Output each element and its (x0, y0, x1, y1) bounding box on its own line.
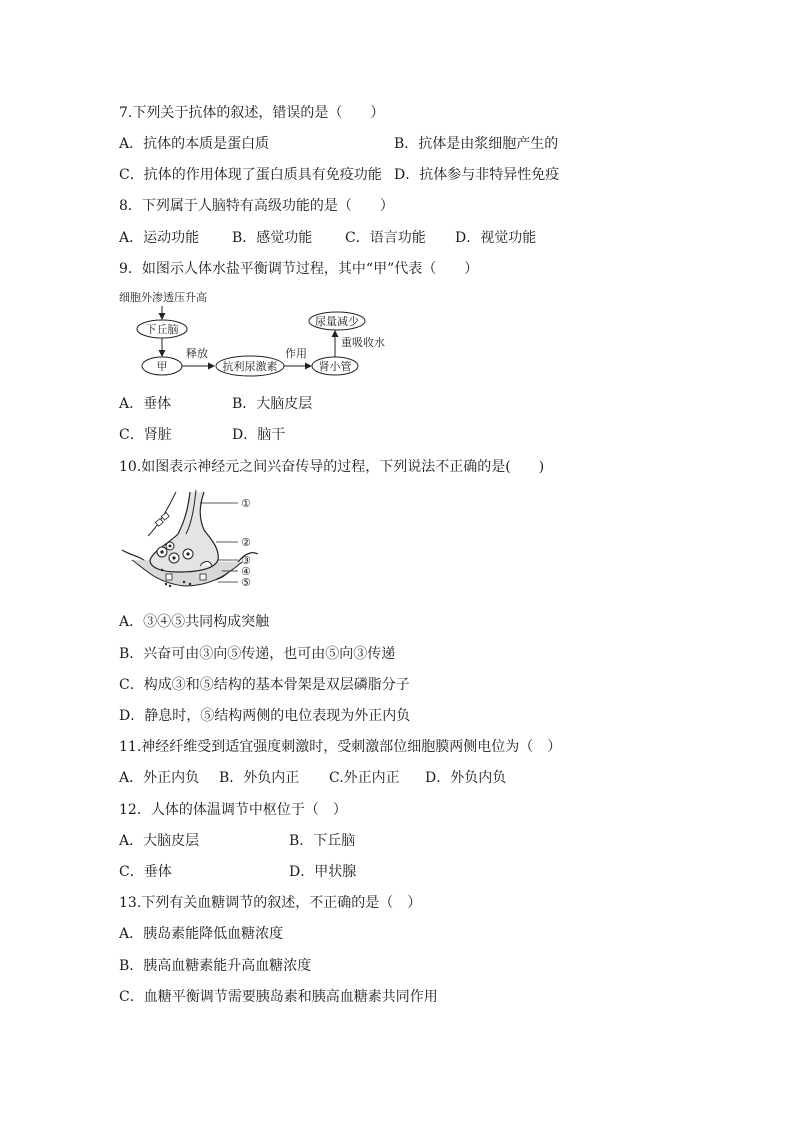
q12-option-d: D．甲状腺 (289, 864, 357, 880)
q12-stem: 12．人体的体温调节中枢位于（ ） (119, 802, 347, 818)
q9-option-a: A．垂体 (119, 396, 172, 412)
q12-option-c: C．垂体 (119, 864, 172, 880)
transmitter-dot-2 (165, 583, 167, 585)
transmitter-dot-1 (161, 569, 163, 571)
q11-option-a: A．外正内负 (119, 770, 200, 786)
q11-option-b: B．外负内正 (219, 770, 300, 786)
q7-option-c: C．抗体的作用体现了蛋白质具有免疫功能 (119, 167, 382, 183)
transmitter-dot-3 (169, 585, 171, 587)
q11-option-d: D．外负内负 (425, 770, 507, 786)
label-5: ⑤ (241, 576, 251, 589)
q7-stem: 7.下列关于抗体的叙述，错误的是（ ） (119, 105, 385, 121)
q7-option-a: A．抗体的本质是蛋白质 (119, 136, 270, 152)
label-4: ④ (241, 565, 251, 578)
q9-stem: 9．如图示人体水盐平衡调节过程，其中“甲”代表（ ） (119, 261, 479, 277)
q13-stem: 13.下列有关血糖调节的叙述，不正确的是（ ） (119, 895, 422, 911)
q11-stem: 11.神经纤维受到适宜强度刺激时，受刺激部位细胞膜两侧电位为（ ） (119, 739, 562, 755)
q10-option-a: A．③④⑤共同构成突触 (119, 614, 270, 630)
q13-option-c: C．血糖平衡调节需要胰岛素和胰高血糖素共同作用 (119, 989, 438, 1005)
q8-option-d: D．视觉功能 (455, 230, 537, 246)
transmitter-dot-5 (189, 583, 191, 585)
vesicle-1-core (160, 550, 163, 553)
q8-stem: 8．下列属于人脑特有高级功能的是（ ） (119, 198, 394, 214)
q8-option-c: C．语言功能 (345, 230, 426, 246)
q7-option-d: D．抗体参与非特异性免疫 (394, 167, 560, 183)
adh-label: 抗利尿激素 (222, 360, 278, 373)
transmitter-dot-4 (183, 581, 185, 583)
nerve-fiber-left (148, 492, 176, 536)
q10-stem: 10.如图表示神经元之间兴奋传导的过程，下列说法不正确的是( ) (119, 459, 545, 475)
q10-option-c: C．构成③和⑤结构的基本骨架是双层磷脂分子 (119, 677, 410, 693)
q13-option-b: B．胰高血糖素能升高血糖浓度 (119, 958, 312, 974)
hypothalamus-label: 下丘脑 (145, 323, 179, 336)
q7-option-b: B．抗体是由浆细胞产生的 (394, 136, 559, 152)
presynaptic-terminal (150, 492, 218, 572)
synapse-diagram (118, 486, 268, 596)
q8-option-a: A．运动功能 (119, 230, 200, 246)
myelin-segment-2 (161, 513, 169, 521)
water-balance-diagram (115, 288, 395, 380)
urine-label: 尿量减少 (315, 315, 359, 328)
q9-option-d: D．脑干 (232, 427, 286, 443)
vesicle-2-core (172, 556, 175, 559)
q13-option-a: A．胰岛素能降低血糖浓度 (119, 926, 284, 942)
q10-option-b: B．兴奋可由③向⑤传递，也可由⑤向③传递 (119, 646, 396, 662)
jia-label: 甲 (156, 360, 168, 373)
tubule-label: 肾小管 (318, 360, 352, 373)
reabsorb-label: 重吸收水 (341, 336, 385, 349)
receptor-1 (166, 574, 172, 580)
q12-option-b: B．下丘脑 (289, 833, 356, 849)
receptor-2 (200, 574, 206, 580)
diagram-trigger-text: 细胞外渗透压升高 (119, 291, 207, 304)
q9-option-b: B．大脑皮层 (232, 396, 313, 412)
vesicle-3-core (186, 552, 189, 555)
q12-option-a: A．大脑皮层 (119, 833, 200, 849)
label-2: ② (241, 536, 251, 549)
vesicle-4-core (169, 545, 172, 548)
q9-option-c: C．肾脏 (119, 427, 172, 443)
q11-option-c: C.外正内正 (329, 770, 400, 786)
label-3: ③ (241, 554, 251, 567)
act-label: 作用 (285, 347, 307, 360)
q10-option-d: D．静息时，⑤结构两侧的电位表现为外正内负 (119, 708, 411, 724)
label-1: ① (241, 497, 251, 510)
release-label: 释放 (186, 347, 208, 360)
q8-option-b: B．感觉功能 (232, 230, 313, 246)
